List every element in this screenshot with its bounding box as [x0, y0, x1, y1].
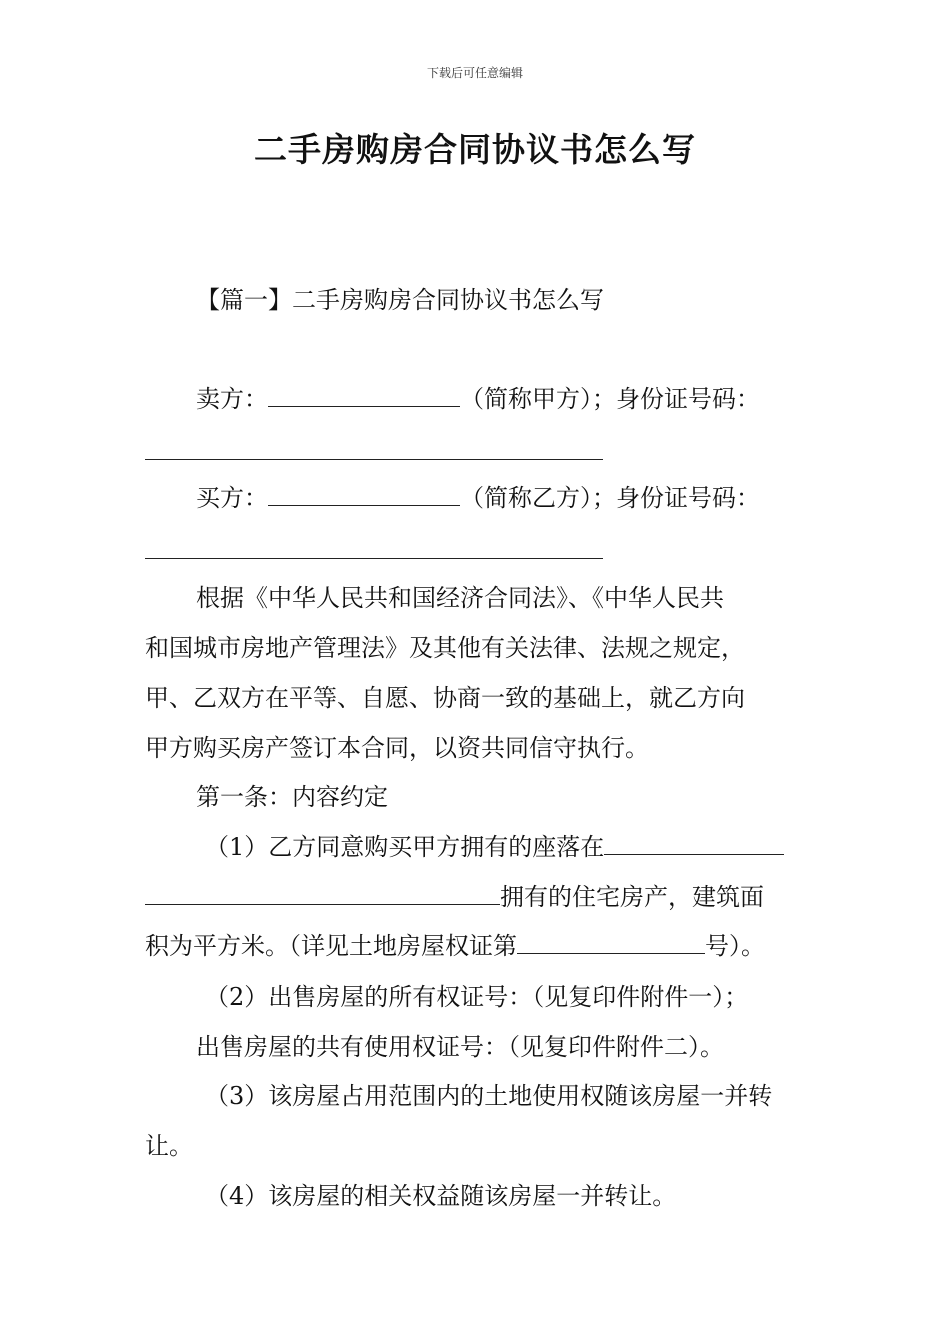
seller-label: 卖方：	[196, 385, 268, 413]
preamble-line: 甲方购买房产签订本合同，以资共同信守执行。	[145, 734, 649, 762]
clause-2-line-1: （2）出售房屋的所有权证号：（见复印件附件一）；	[205, 983, 749, 1011]
buyer-name-blank	[268, 483, 460, 506]
header-note: 下载后可任意编辑	[426, 66, 523, 80]
clause-4: （4）该房屋的相关权益随该房屋一并转让。	[205, 1182, 677, 1210]
seller-id-blank	[145, 459, 603, 460]
preamble-line: 甲、乙双方在平等、自愿、协商一致的基础上，就乙方向	[145, 684, 745, 712]
location-blank-2	[145, 882, 500, 905]
buyer-note: （简称乙方）；身份证号码：	[460, 484, 760, 512]
clause-1-line-2: 拥有的住宅房产，建筑面	[145, 882, 764, 912]
clause-3-line-2: 让。	[145, 1132, 193, 1160]
clause-1-line-1: （1）乙方同意购买甲方拥有的座落在	[205, 832, 784, 862]
location-blank	[604, 832, 784, 855]
article-1-title: 第一条：内容约定	[196, 783, 388, 811]
buyer-line	[196, 483, 861, 513]
clause-1-line-3: 积为平方米。（详见土地房屋权证第 号）。	[145, 932, 765, 960]
buyer-id-blank	[145, 558, 603, 559]
buyer-label: 买方：	[196, 484, 268, 512]
certificate-number-blank	[517, 931, 705, 954]
seller-note: （简称甲方）；身份证号码：	[460, 385, 760, 413]
seller-line	[196, 384, 861, 414]
clause-3-line-1: （3）该房屋占用范围内的土地使用权随该房屋一并转	[205, 1082, 773, 1110]
document-title: 二手房购房合同协议书怎么写	[254, 130, 696, 169]
seller-name-blank	[268, 384, 460, 407]
preamble-line: 根据《中华人民共和国经济合同法》、《中华人民共	[196, 584, 724, 612]
section-heading: 【篇一】二手房购房合同协议书怎么写	[196, 286, 604, 314]
preamble-line: 和国城市房地产管理法》及其他有关法律、法规之规定，	[145, 634, 745, 662]
clause-2-line-2: 出售房屋的共有使用权证号：（见复印件附件二）。	[196, 1033, 724, 1061]
